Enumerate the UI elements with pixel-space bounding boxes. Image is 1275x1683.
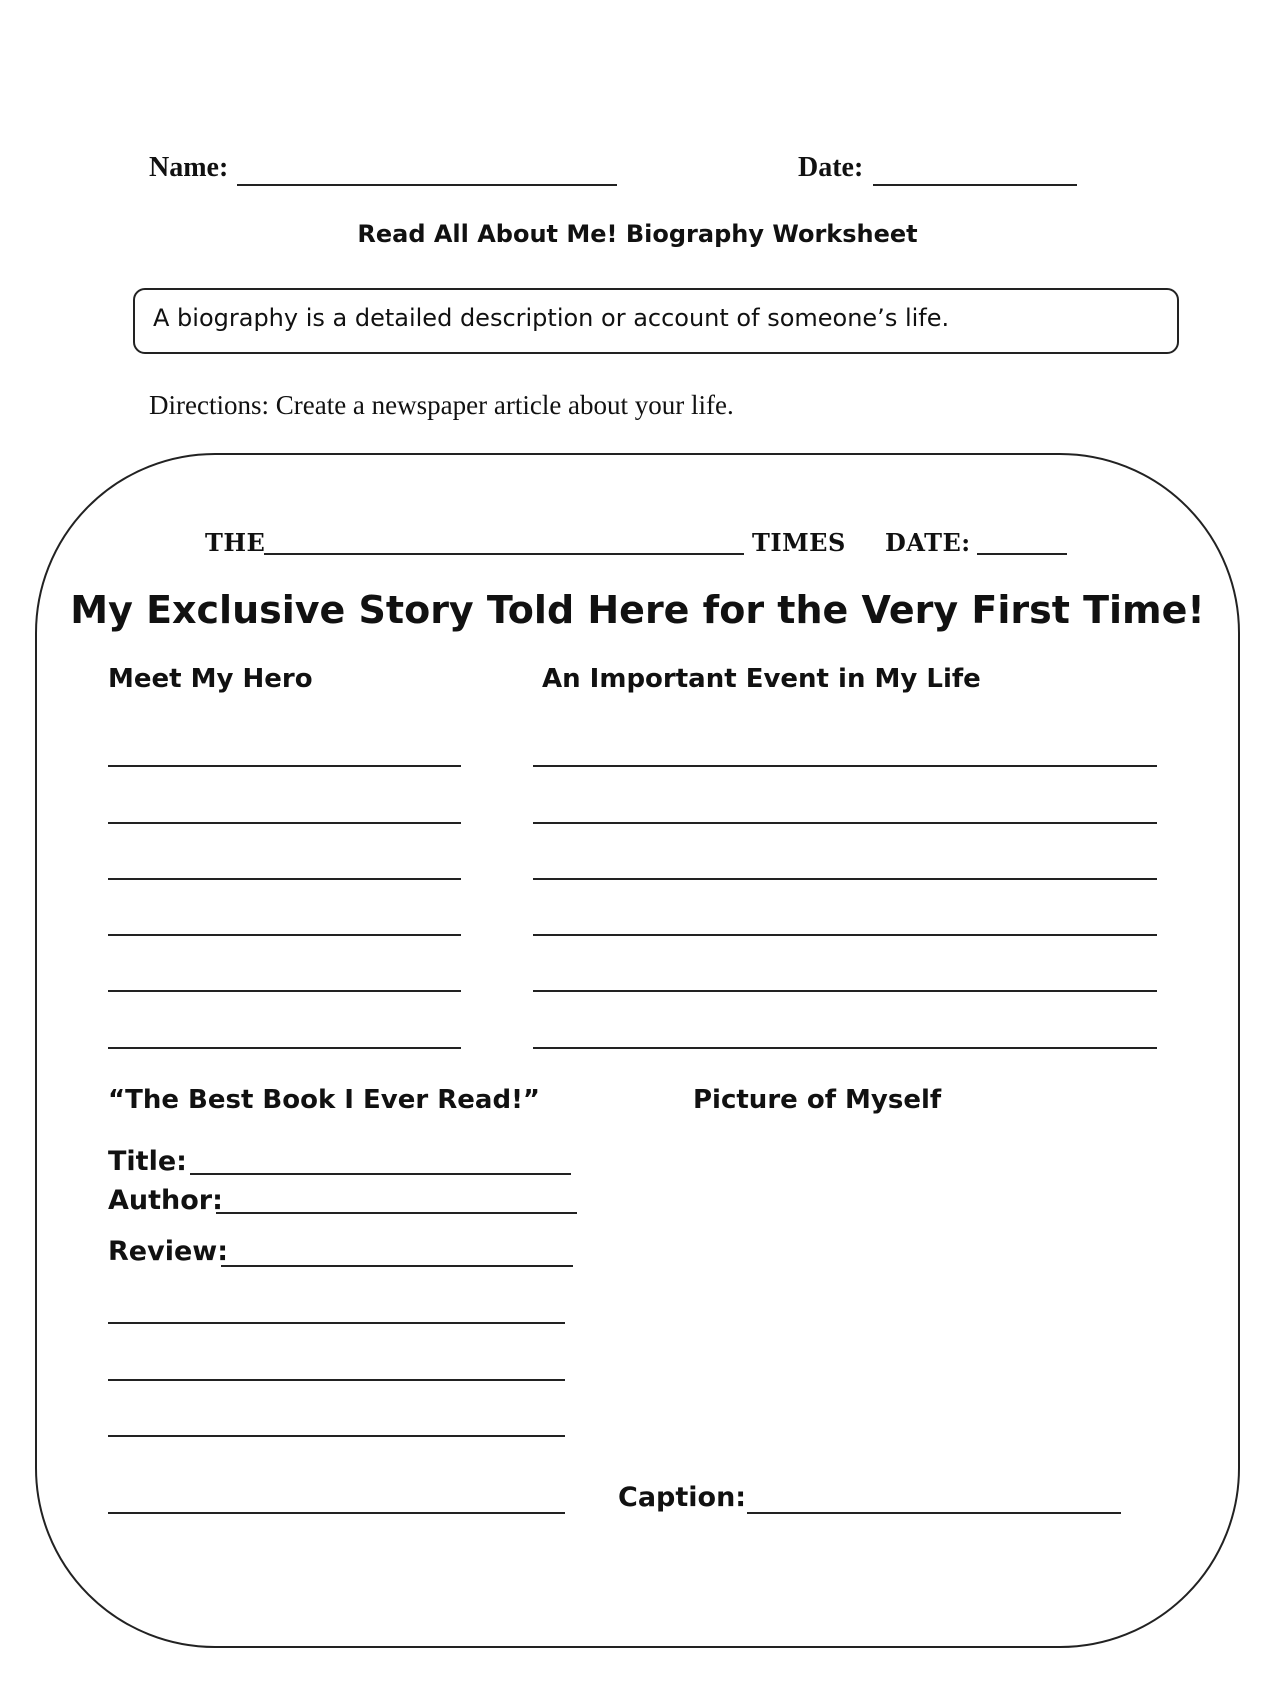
headline: My Exclusive Story Told Here for the Very First Time! bbox=[70, 588, 1205, 632]
caption-label: Caption: bbox=[618, 1482, 747, 1513]
masthead-date-field[interactable] bbox=[977, 553, 1067, 555]
newspaper-frame bbox=[35, 453, 1240, 1648]
review-line[interactable] bbox=[108, 1512, 565, 1514]
event-line[interactable] bbox=[533, 822, 1157, 824]
hero-line[interactable] bbox=[108, 878, 461, 880]
section-event-heading: An Important Event in My Life bbox=[542, 664, 981, 694]
hero-line[interactable] bbox=[108, 934, 461, 936]
book-review-field[interactable] bbox=[221, 1265, 573, 1267]
section-book-heading: “The Best Book I Ever Read!” bbox=[108, 1085, 541, 1115]
name-field[interactable] bbox=[237, 184, 617, 186]
book-author-label: Author: bbox=[108, 1185, 223, 1216]
worksheet-title: Read All About Me! Biography Worksheet bbox=[357, 220, 918, 248]
date-field[interactable] bbox=[873, 184, 1077, 186]
review-line[interactable] bbox=[108, 1435, 565, 1437]
hero-line[interactable] bbox=[108, 1047, 461, 1049]
caption-field[interactable] bbox=[747, 1512, 1121, 1514]
event-line[interactable] bbox=[533, 990, 1157, 992]
masthead-times: TIMES bbox=[752, 528, 846, 557]
event-line[interactable] bbox=[533, 934, 1157, 936]
event-line[interactable] bbox=[533, 1047, 1157, 1049]
book-title-label: Title: bbox=[108, 1146, 187, 1177]
book-title-field[interactable] bbox=[190, 1173, 571, 1175]
event-line[interactable] bbox=[533, 765, 1157, 767]
directions-text: Directions: Create a newspaper article about your life. bbox=[149, 390, 734, 420]
name-label: Name: bbox=[149, 152, 229, 183]
book-author-field[interactable] bbox=[216, 1212, 577, 1214]
hero-line[interactable] bbox=[108, 822, 461, 824]
newspaper-name-field[interactable] bbox=[264, 553, 744, 555]
date-label: Date: bbox=[798, 152, 864, 183]
hero-line[interactable] bbox=[108, 990, 461, 992]
definition-text: A biography is a detailed description or account of someone’s life. bbox=[153, 304, 950, 332]
book-review-label: Review: bbox=[108, 1236, 229, 1267]
event-line[interactable] bbox=[533, 878, 1157, 880]
section-hero-heading: Meet My Hero bbox=[108, 664, 313, 694]
section-picture-heading: Picture of Myself bbox=[693, 1085, 942, 1115]
review-line[interactable] bbox=[108, 1322, 565, 1324]
review-line[interactable] bbox=[108, 1379, 565, 1381]
hero-line[interactable] bbox=[108, 765, 461, 767]
masthead-the: THE bbox=[205, 528, 266, 557]
masthead-date-label: DATE: bbox=[885, 528, 971, 557]
